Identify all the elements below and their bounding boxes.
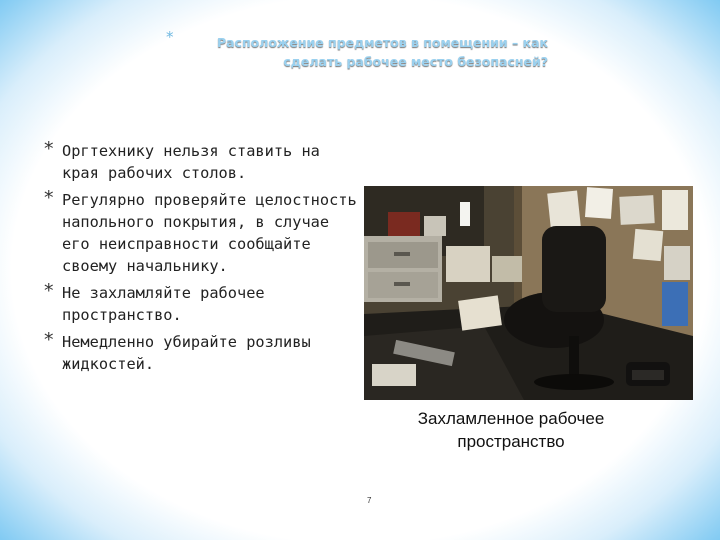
bullet-text: Регулярно проверяйте целостность напольного покрытия, в случае его неисправности сообщайте своему начальнику. — [62, 191, 357, 275]
cluttered-office-photo — [364, 186, 693, 400]
bullet-star: * — [44, 187, 54, 209]
photo-caption-line-1: Захламленное рабочее — [417, 409, 605, 428]
bullet-text: Не захламляйте рабочее пространство. — [62, 284, 265, 324]
bullet-star: * — [44, 280, 54, 302]
slide-title-line-2: сделать рабочее место безопасней? — [283, 54, 548, 69]
page-number: 7 — [367, 496, 372, 505]
bullet-text: Оргтехнику нельзя ставить на края рабочих столов. — [62, 142, 320, 182]
bullet-item — [44, 189, 364, 277]
bullet-list — [44, 140, 364, 380]
slide-title — [186, 33, 548, 71]
bullet-item — [44, 331, 364, 375]
bullet-item — [44, 282, 364, 326]
office-photo-illustration — [364, 186, 693, 400]
bullet-item — [44, 140, 364, 184]
bullet-star: * — [44, 329, 54, 351]
photo-caption-line-2: пространство — [457, 432, 565, 451]
bullet-star: * — [44, 138, 54, 160]
bullet-text: Немедленно убирайте розливы жидкостей. — [62, 333, 311, 373]
photo-caption — [380, 407, 642, 453]
slide-title-line-1: Расположение предметов в помещении – как — [216, 35, 548, 50]
title-bullet-star: * — [166, 28, 174, 46]
